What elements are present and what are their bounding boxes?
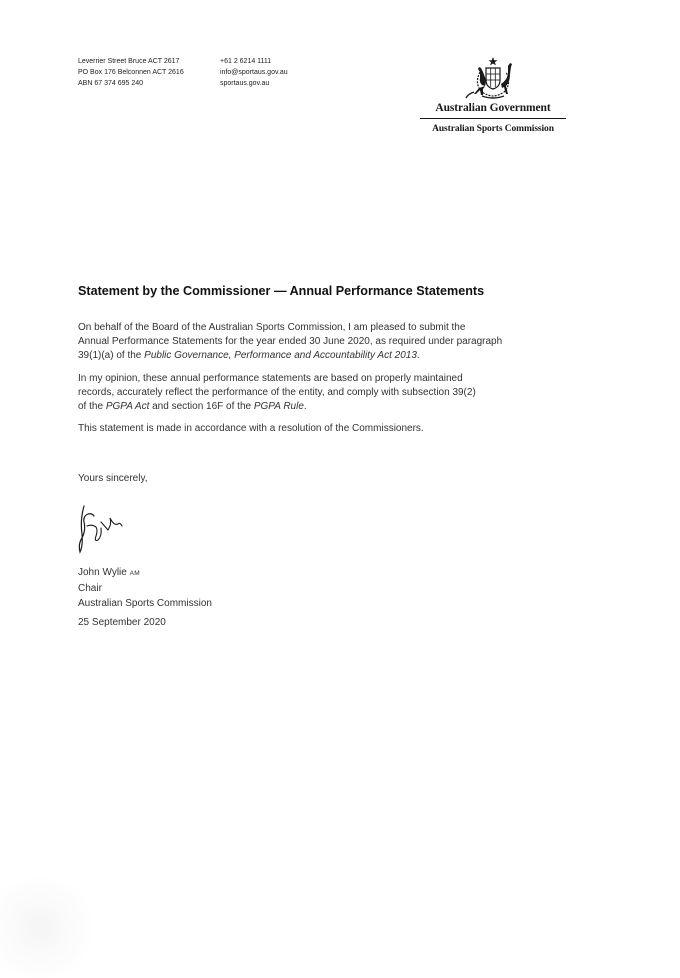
government-name: Australian Government <box>435 102 551 114</box>
po-box: PO Box 176 Belconnen ACT 2616 <box>78 69 184 76</box>
signer-block <box>78 565 212 612</box>
document-title: Statement by the Commissioner — Annual Performance Statements <box>78 284 485 298</box>
page-corner-shade <box>0 878 100 978</box>
letter-date: 25 September 2020 <box>78 617 166 628</box>
government-logo <box>418 56 568 135</box>
coat-of-arms-icon <box>462 56 524 100</box>
website: sportaus.gov.au <box>220 80 270 87</box>
signer-organisation: Australian Sports Commission <box>78 598 212 610</box>
agency-name: Australian Sports Commission <box>432 124 554 134</box>
abn: ABN 67 374 695 240 <box>78 80 143 87</box>
phone-number: +61 2 6214 1111 <box>220 58 272 65</box>
letter-body <box>78 321 568 444</box>
contact-block <box>220 56 340 89</box>
signer-name: John Wylie <box>78 567 127 578</box>
paragraph-submission: On behalf of the Board of the Australian Sports Commission, I am pleased to submit the Annual Performance Statements for the year ended 30 June 2020, as required under paragraph 39(1)(a) of the Public Governance, Performance and Accountability Act 2013. <box>78 322 503 362</box>
pgpa-rule: PGPA Rule <box>253 401 304 413</box>
address-block <box>78 56 208 89</box>
logo-divider <box>420 118 566 119</box>
signer-name-line <box>78 565 212 581</box>
street-address: Leverrier Street Bruce ACT 2617 <box>78 58 180 65</box>
act-name: Public Governance, Performance and Accountability Act 2013 <box>144 350 417 362</box>
closing-salutation: Yours sincerely, <box>78 473 148 484</box>
email-address: info@sportaus.gov.au <box>220 69 288 76</box>
signature-image <box>74 500 134 556</box>
paragraph-opinion: In my opinion, these annual performance statements are based on properly maintained records, accurately reflect the performance of the entity, and comply with subsection 39(2) of the PGPA Act and section 16F of the PGPA Rule. <box>78 372 476 413</box>
signer-honour: AM <box>129 570 140 577</box>
pgpa-act: PGPA Act <box>105 401 150 413</box>
signer-role: Chair <box>78 583 102 595</box>
paragraph-resolution: This statement is made in accordance with a resolution of the Commissioners. <box>78 423 424 435</box>
